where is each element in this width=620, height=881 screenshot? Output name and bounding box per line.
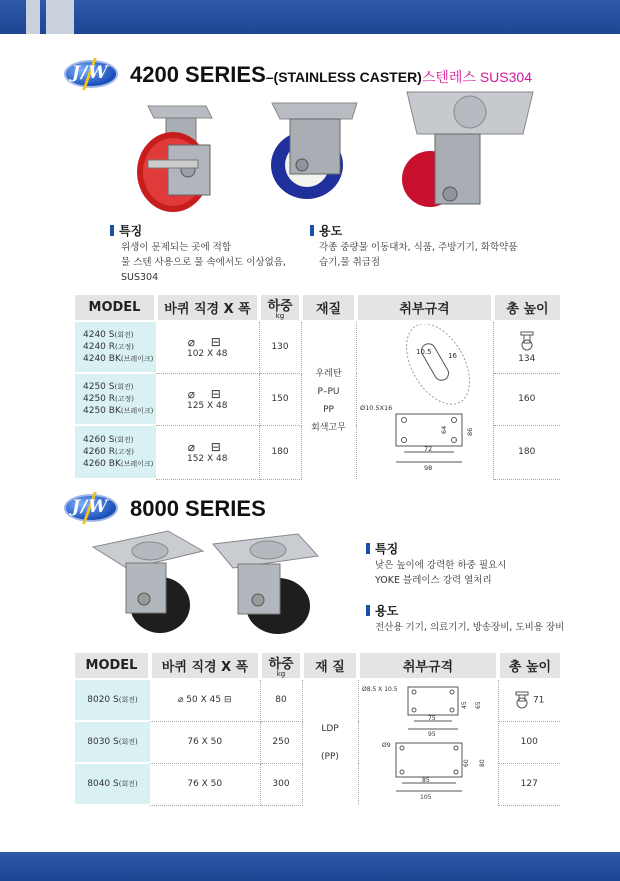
col-material: 재 질 [302,653,358,679]
load-cell: 150 [259,373,301,425]
model-cell: 4260 S(회전) 4260 R(고정) 4260 BK(브레이크) [75,425,156,479]
col-height: 총 높이 [493,295,560,321]
height-cell: 134 [493,321,560,373]
bottom-banner [0,852,620,881]
load-cell: 130 [259,321,301,373]
svg-text:72: 72 [423,445,432,453]
series-8000-title: 8000 SERIES [130,496,266,521]
svg-text:105: 105 [420,794,432,801]
model-cell: 4240 S(회전) 4240 R(고정) 4240 BK(브레이크) [75,321,156,373]
spec-table-4200 [75,295,560,480]
top-banner [0,0,620,34]
usage-heading-4200: 용도 [310,222,342,239]
col-model: MODEL [75,653,150,679]
col-height: 총 높이 [498,653,560,679]
svg-text:Ø8.5 X 10.5: Ø8.5 X 10.5 [362,686,398,693]
wheel-cell: 76 X 50 [150,721,260,763]
caster-mini-icon [519,331,535,351]
svg-text:75: 75 [428,715,436,722]
model-cell: 8030 S(회전) [75,721,150,763]
svg-text:85: 85 [422,777,430,784]
model-cell: 8020 S(회전) [75,679,150,721]
model-cell: 8040 S(회전) [75,763,150,805]
height-cell: 127 [498,763,560,805]
mount-drawing-4200 [360,324,490,474]
model-cell: 4250 S(회전) 4250 R(고정) 4250 BK(브레이크) [75,373,156,425]
wheel-cell: ⌀ ⊟ 125 X 48 [156,373,259,425]
svg-text:86: 86 [465,427,474,436]
svg-text:95: 95 [428,731,436,738]
caster-mini-icon [514,691,530,709]
svg-text:64: 64 [439,425,448,434]
wheel-cell: 76 X 50 [150,763,260,805]
material-cell: LDP (PP) [302,679,358,805]
mount-drawing-cell [358,679,498,805]
col-wheel: 바퀴 직경 X 폭 [156,295,259,321]
mount-drawing-8000 [360,681,496,801]
features-heading-4200: 특징 [110,222,142,239]
wheel-cell: ⌀ ⊟ 102 X 48 [156,321,259,373]
caster-photo-8000-b [208,528,323,638]
table-row [75,679,560,721]
col-mount: 취부규격 [356,295,493,321]
caster-photo-red-swivel [395,84,545,214]
diameter-icon: ⌀ [178,695,187,706]
height-cell: 100 [498,721,560,763]
height-cell: 160 [493,373,560,425]
col-load: 하중 kg [260,653,302,679]
svg-text:Ø9: Ø9 [382,742,391,749]
caster-photo-red-brake [128,100,238,215]
features-text-4200: 위생이 문제되는 곳에 적합 물 스텐 사용으로 물 속에서도 이상없음, SUS304 [121,242,286,283]
svg-text:16: 16 [447,352,457,360]
wheel-cell: ⌀ ⊟ 152 X 48 [156,425,259,479]
svg-text:Ø10.5X16: Ø10.5X16 [359,404,392,412]
usage-text-8000: 전산용 기기, 의료기기, 방송장비, 도비용 장비 [375,622,565,633]
svg-text:10.5: 10.5 [415,348,432,356]
diameter-width-icon: ⌀ ⊟ [187,440,227,454]
caster-photo-blue [262,97,372,202]
caster-photo-8000-a [88,525,208,635]
diameter-width-icon: ⌀ ⊟ [187,387,227,401]
features-heading-8000: 특징 [366,540,398,557]
height-cell: 71 [498,679,560,721]
mount-drawing-cell [356,321,493,479]
spec-table-8000 [75,653,560,806]
usage-heading-8000: 용도 [366,602,398,619]
diameter-width-icon: ⌀ ⊟ [187,335,227,350]
col-mount: 취부규격 [358,653,498,679]
svg-text:65: 65 [475,701,482,709]
table-row [75,321,560,373]
top-stripe-1 [26,0,40,34]
svg-text:98: 98 [423,464,432,472]
load-cell: 80 [260,679,302,721]
svg-text:60: 60 [463,759,470,767]
col-model: MODEL [75,295,156,321]
width-icon: ⊟ [221,695,232,706]
jw-logo: J/W [62,58,122,90]
material-cell: 우레탄 P–PU PP 회색고무 [301,321,356,479]
col-load: 하중 kg [259,295,301,321]
col-wheel: 바퀴 직경 X 폭 [150,653,260,679]
svg-text:45: 45 [461,701,468,709]
features-text-8000: 낮은 높이에 강력한 하중 필요시 YOKE 블레이스 강력 열처리 [375,560,507,586]
wheel-cell: ⌀ 50 X 45 ⊟ [150,679,260,721]
svg-text:80: 80 [479,759,486,767]
load-cell: 250 [260,721,302,763]
usage-text-4200: 각종 중량물 이동대차, 식품, 주방기기, 화학약품 습기,물 취급점 [319,242,518,268]
height-cell: 180 [493,425,560,479]
load-cell: 180 [259,425,301,479]
load-cell: 300 [260,763,302,805]
col-material: 재질 [301,295,356,321]
jw-logo: J/W [62,492,122,524]
series-4200-title: 4200 SERIES–(STAINLESS CASTER)스텐레스 SUS304 [130,62,532,87]
top-stripe-2 [46,0,74,34]
